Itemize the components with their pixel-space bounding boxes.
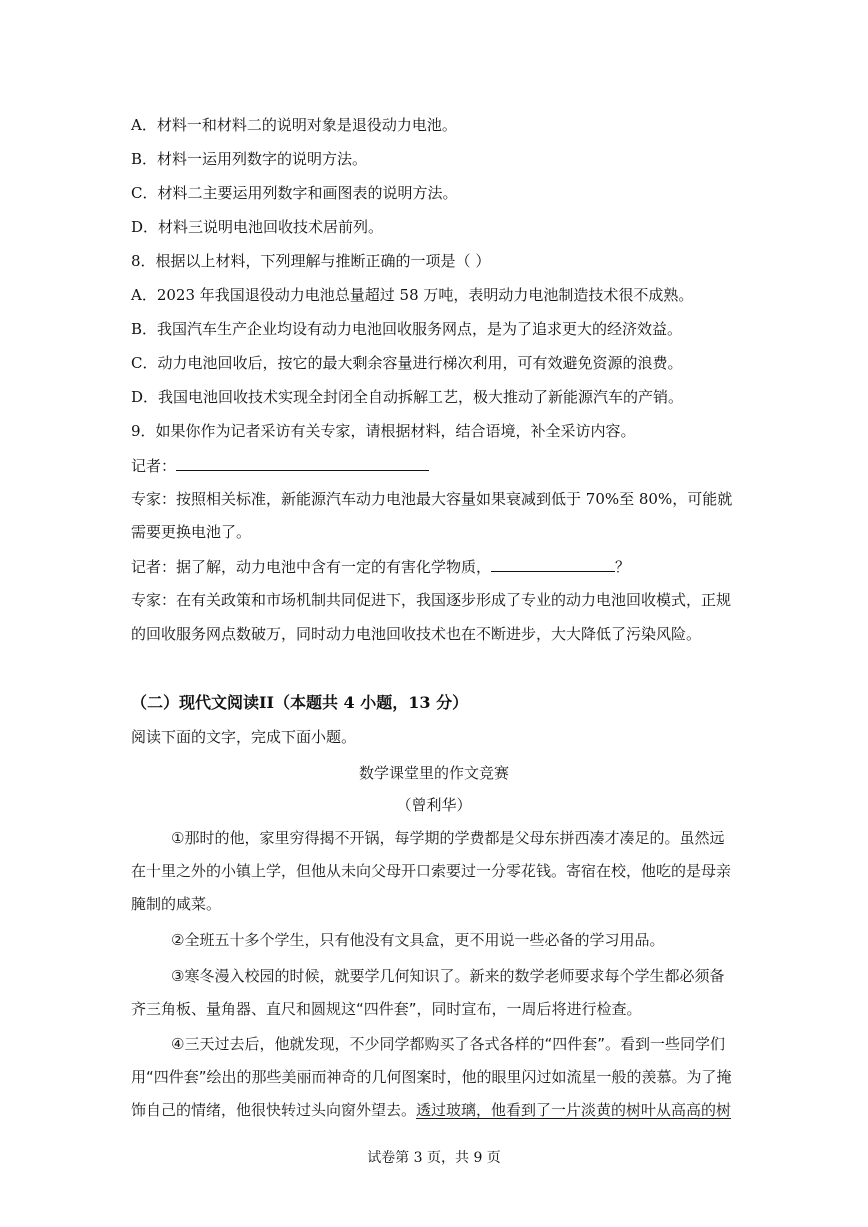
q9-answer-blank-1[interactable] (176, 455, 429, 471)
section-heading: （二）现代文阅读II（本题共 4 小题，13 分） (131, 693, 469, 712)
q9-reporter-label: 记者： (131, 457, 177, 475)
paragraph-4-line-1: ④三天过去后，他就发现，不少同学都购买了各式各样的“四件套”。看到一些同学们 (171, 1035, 725, 1053)
paragraph-4-line-3 (131, 1100, 731, 1120)
q9-question-mark: ？ (615, 558, 631, 576)
underlined-sentence: 透过玻璃，他看到了一片淡黄的树叶从高高的树 (416, 1101, 732, 1119)
q8-option-b: B．我国汽车生产企业均设有动力电池回收服务网点，是为了追求更大的经济效益。 (131, 320, 683, 338)
q7-option-b: B．材料一运用列数字的说明方法。 (131, 150, 368, 168)
q9-expert-line-2a: 专家：在有关政策和市场机制共同促进下，我国逐步形成了专业的动力电池回收模式，正规 (131, 591, 732, 609)
q7-option-a: A．材料一和材料二的说明对象是退役动力电池。 (131, 116, 457, 134)
paragraph-4-line-2: 用“四件套”绘出的那些美丽而神奇的几何图案时，他的眼里闪过如流星一般的羡慕。为了掩 (131, 1068, 732, 1086)
q9-expert-line-1a: 专家：按照相关标准，新能源汽车动力电池最大容量如果衰减到低于 70%至 80%，可能就 (131, 490, 733, 508)
q8-stem: 8．根据以上材料，下列理解与推断正确的一项是（ ） (131, 252, 491, 270)
q8-option-a: A．2023 年我国退役动力电池总量超过 58 万吨，表明动力电池制造技术很不成熟。 (131, 286, 694, 304)
paragraph-3-line-2: 齐三角板、量角器、直尺和圆规这“四件套”，同时宣布，一周后将进行检查。 (131, 1000, 642, 1018)
q7-option-c: C．材料二主要运用列数字和画图表的说明方法。 (131, 184, 458, 202)
paragraph-4-line-3-text: 饰自己的情绪，他很快转过头向窗外望去。 (131, 1101, 417, 1119)
q8-option-c: C．动力电池回收后，按它的最大剩余容量进行梯次利用，可有效避免资源的浪费。 (131, 354, 683, 372)
q9-answer-blank-2[interactable] (491, 556, 615, 572)
page-footer: 试卷第 3 页，共 9 页 (367, 1150, 501, 1166)
paragraph-1-line-1: ①那时的他，家里穷得揭不开锅，每学期的学费都是父母东拼西凑才凑足的。虽然远 (171, 829, 725, 847)
story-title: 数学课堂里的作文竞赛 (358, 764, 509, 782)
q9-reporter-question: 记者：据了解，动力电池中含有一定的有害化学物质， (131, 558, 492, 576)
q8-option-d: D．我国电池回收技术实现全封闭全自动拆解工艺，极大推动了新能源汽车的产销。 (131, 388, 684, 406)
q7-option-d: D．材料三说明电池回收技术居前列。 (131, 218, 384, 236)
story-author: （曾利华） (396, 796, 472, 814)
paragraph-1-line-3: 腌制的咸菜。 (131, 895, 222, 913)
q9-reporter-line-2 (131, 556, 630, 577)
section-instruction: 阅读下面的文字，完成下面小题。 (131, 728, 357, 746)
q9-stem: 9．如果你作为记者采访有关专家，请根据材料，结合语境，补全采访内容。 (131, 422, 636, 440)
paragraph-2-line-1: ②全班五十多个学生，只有他没有文具盒，更不用说一些必备的学习用品。 (171, 931, 665, 949)
q9-expert-line-2b: 的回收服务网点数破万，同时动力电池回收技术也在不断进步，大大降低了污染风险。 (131, 625, 702, 643)
q9-expert-line-1b: 需要更换电池了。 (131, 523, 252, 541)
paragraph-1-line-2: 在十里之外的小镇上学，但他从未向父母开口索要过一分零花钱。寄宿在校，他吃的是母亲 (131, 862, 732, 880)
paragraph-3-line-1: ③寒冬漫入校园的时候，就要学几何知识了。新来的数学老师要求每个学生都必须备 (171, 967, 725, 985)
q9-reporter-line-1 (131, 455, 429, 476)
